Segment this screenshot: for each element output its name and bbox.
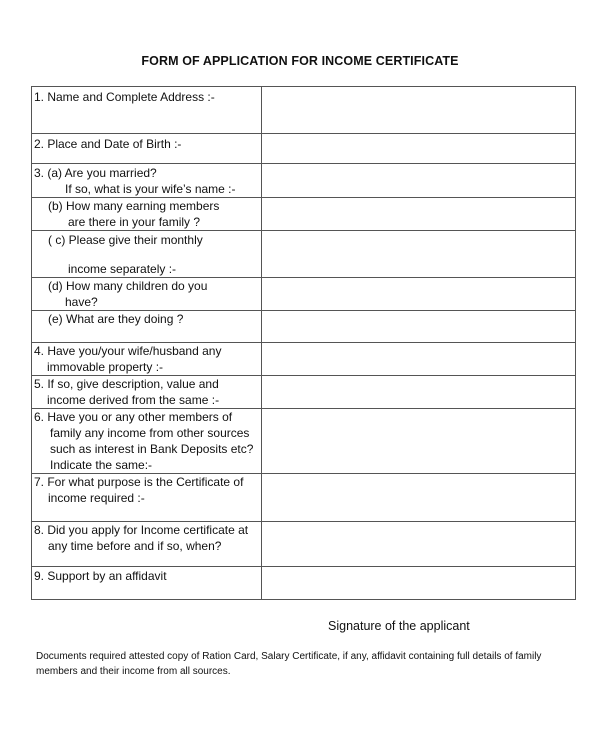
question-text: ( c) Please give their monthly — [48, 233, 203, 247]
question-text: 4. Have you/your wife/husband any — [34, 344, 222, 358]
footnote-line: Documents required attested copy of Ration Card, Salary Certificate, if any, affidavit containing full details of family — [36, 651, 542, 662]
table-row — [32, 376, 576, 409]
question-cell — [32, 522, 262, 567]
question-text: have? — [65, 295, 98, 309]
question-text: income derived from the same :- — [47, 393, 220, 407]
answer-field[interactable] — [262, 311, 576, 343]
table-row — [32, 343, 576, 376]
question-text: If so, what is your wife’s name :- — [65, 182, 236, 196]
question-text: family any income from other sources — [50, 426, 250, 440]
answer-field[interactable] — [262, 87, 576, 134]
question-text: 1. Name and Complete Address :- — [34, 90, 215, 104]
question-text: income required :- — [48, 491, 145, 505]
question-text: 7. For what purpose is the Certificate of — [34, 475, 244, 489]
answer-field[interactable] — [262, 134, 576, 164]
table-row — [32, 164, 576, 198]
question-text: income separately :- — [68, 262, 177, 276]
table-row — [32, 198, 576, 231]
answer-field[interactable] — [262, 343, 576, 376]
question-text: 2. Place and Date of Birth :- — [34, 137, 182, 151]
answer-field[interactable] — [262, 376, 576, 409]
question-text: (d) How many children do you — [48, 279, 208, 293]
footnote-line: members and their income from all sources. — [36, 666, 231, 677]
question-text: 9. Support by an affidavit — [34, 569, 167, 583]
table-row — [32, 134, 576, 164]
application-form-table — [31, 86, 576, 600]
answer-field[interactable] — [262, 278, 576, 311]
question-cell — [32, 278, 262, 311]
question-text: immovable property :- — [47, 360, 164, 374]
answer-field[interactable] — [262, 231, 576, 278]
table-row — [32, 409, 576, 474]
question-text: such as interest in Bank Deposits etc? — [50, 442, 254, 456]
question-text: any time before and if so, when? — [48, 539, 222, 553]
question-cell — [32, 343, 262, 376]
question-cell — [32, 474, 262, 522]
question-cell — [32, 198, 262, 231]
answer-field[interactable] — [262, 164, 576, 198]
question-cell — [32, 567, 262, 600]
question-cell — [32, 409, 262, 474]
table-row — [32, 522, 576, 567]
answer-field[interactable] — [262, 567, 576, 600]
question-cell — [32, 87, 262, 134]
table-row — [32, 278, 576, 311]
answer-field[interactable] — [262, 409, 576, 474]
question-text: 3. (a) Are you married? — [34, 166, 157, 180]
table-row — [32, 474, 576, 522]
question-text: 6. Have you or any other members of — [34, 410, 233, 424]
question-cell — [32, 231, 262, 278]
question-cell — [32, 376, 262, 409]
table-row — [32, 231, 576, 278]
question-cell — [32, 134, 262, 164]
form-title: FORM OF APPLICATION FOR INCOME CERTIFICATE — [141, 54, 459, 68]
signature-label: Signature of the applicant — [328, 619, 470, 633]
question-text: (b) How many earning members — [48, 199, 220, 213]
table-row — [32, 87, 576, 134]
question-text: (e) What are they doing ? — [48, 312, 184, 326]
question-cell — [32, 164, 262, 198]
table-row — [32, 567, 576, 600]
question-cell — [32, 311, 262, 343]
question-text: 8. Did you apply for Income certificate at — [34, 523, 249, 537]
documents-required-note — [36, 649, 566, 679]
answer-field[interactable] — [262, 198, 576, 231]
table-row — [32, 311, 576, 343]
question-text: are there in your family ? — [68, 215, 201, 229]
question-text: 5. If so, give description, value and — [34, 377, 219, 391]
answer-field[interactable] — [262, 522, 576, 567]
question-text: Indicate the same:- — [50, 458, 153, 472]
answer-field[interactable] — [262, 474, 576, 522]
